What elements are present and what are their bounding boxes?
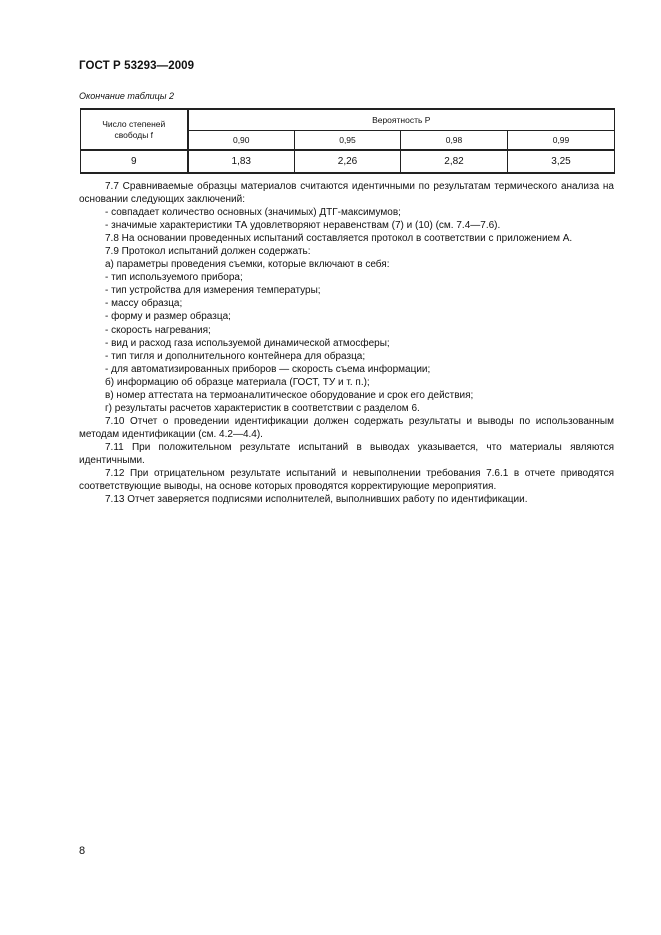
paragraph: а) параметры проведения съемки, которые включают в себя: (105, 259, 390, 271)
paragraph: - вид и расход газа используемой динамической атмосферы; (105, 337, 390, 349)
table-cell-value: 3,25 (508, 150, 615, 173)
degrees-header-line1: Число степеней (102, 118, 166, 129)
paragraph: 7.13 Отчет заверяется подписями исполнителей, выполнивших работу по идентификации. (105, 494, 528, 506)
table-header-row (81, 109, 615, 131)
paragraph: - форму и размер образца; (105, 311, 231, 323)
page-number: 8 (79, 845, 86, 857)
paragraph: 7.7 Сравниваемые образцы материалов считаются идентичными по результатам термического анализа на основании следующих заключений: (79, 181, 614, 206)
paragraph: - для автоматизированных приборов — скорость съема информации; (105, 363, 431, 375)
document-header: ГОСТ Р 53293—2009 (79, 60, 195, 72)
paragraph: - тип используемого прибора; (105, 272, 243, 284)
paragraph: 7.11 При положительном результате испытаний в выводах указывается, что материалы являются идентичными. (79, 441, 614, 466)
paragraph: - тип тигля и дополнительного контейнера для образца; (105, 350, 366, 362)
paragraph: 7.10 Отчет о проведении идентификации должен содержать результаты и выводы по использованным методам идентификации (см. 4.2—4.4). (79, 415, 614, 440)
paragraph: - тип устройства для измерения температуры; (105, 285, 321, 297)
paragraph: - массу образца; (105, 298, 183, 310)
table-cell-f: 9 (81, 150, 188, 173)
paragraph: 7.9 Протокол испытаний должен содержать: (105, 246, 311, 258)
probability-table (80, 108, 615, 174)
table-cell-value: 1,83 (188, 150, 295, 173)
paragraph: - совпадает количество основных (значимых) ДТГ-максимумов; (105, 207, 401, 219)
paragraph: 7.12 При отрицательном результате испытаний и невыполнении требования 7.6.1 в отчете приводятся соответствующие выводы, на основе которых проводятся корректирующие мероприятия. (79, 468, 614, 493)
probability-header: 0,90 (188, 131, 295, 151)
probability-header: 0,98 (401, 131, 508, 151)
probability-header: 0,99 (508, 131, 615, 151)
body-text (79, 180, 614, 506)
table-cell-value: 2,26 (295, 150, 401, 173)
degrees-of-freedom-header (81, 109, 188, 150)
paragraph: - значимые характеристики ТА удовлетворяют неравенствам (7) и (10) (см. 7.4—7.6). (105, 220, 501, 232)
paragraph: в) номер аттестата на термоаналитическое оборудование и срок его действия; (105, 389, 474, 401)
paragraph: б) информацию об образце материала (ГОСТ, ТУ и т. п.); (105, 376, 370, 388)
degrees-header-line2: свободы f (114, 129, 154, 140)
paragraph: г) результаты расчетов характеристик в соответствии с разделом 6. (105, 402, 420, 414)
table-caption: Окончание таблицы 2 (79, 91, 174, 101)
table-cell-value: 2,82 (401, 150, 508, 173)
paragraph: - скорость нагревания; (105, 324, 211, 336)
probability-header: 0,95 (295, 131, 401, 151)
probability-group-header: Вероятность P (188, 109, 615, 131)
paragraph: 7.8 На основании проведенных испытаний составляется протокол в соответствии с приложением А. (105, 233, 573, 245)
table-row (81, 150, 615, 173)
